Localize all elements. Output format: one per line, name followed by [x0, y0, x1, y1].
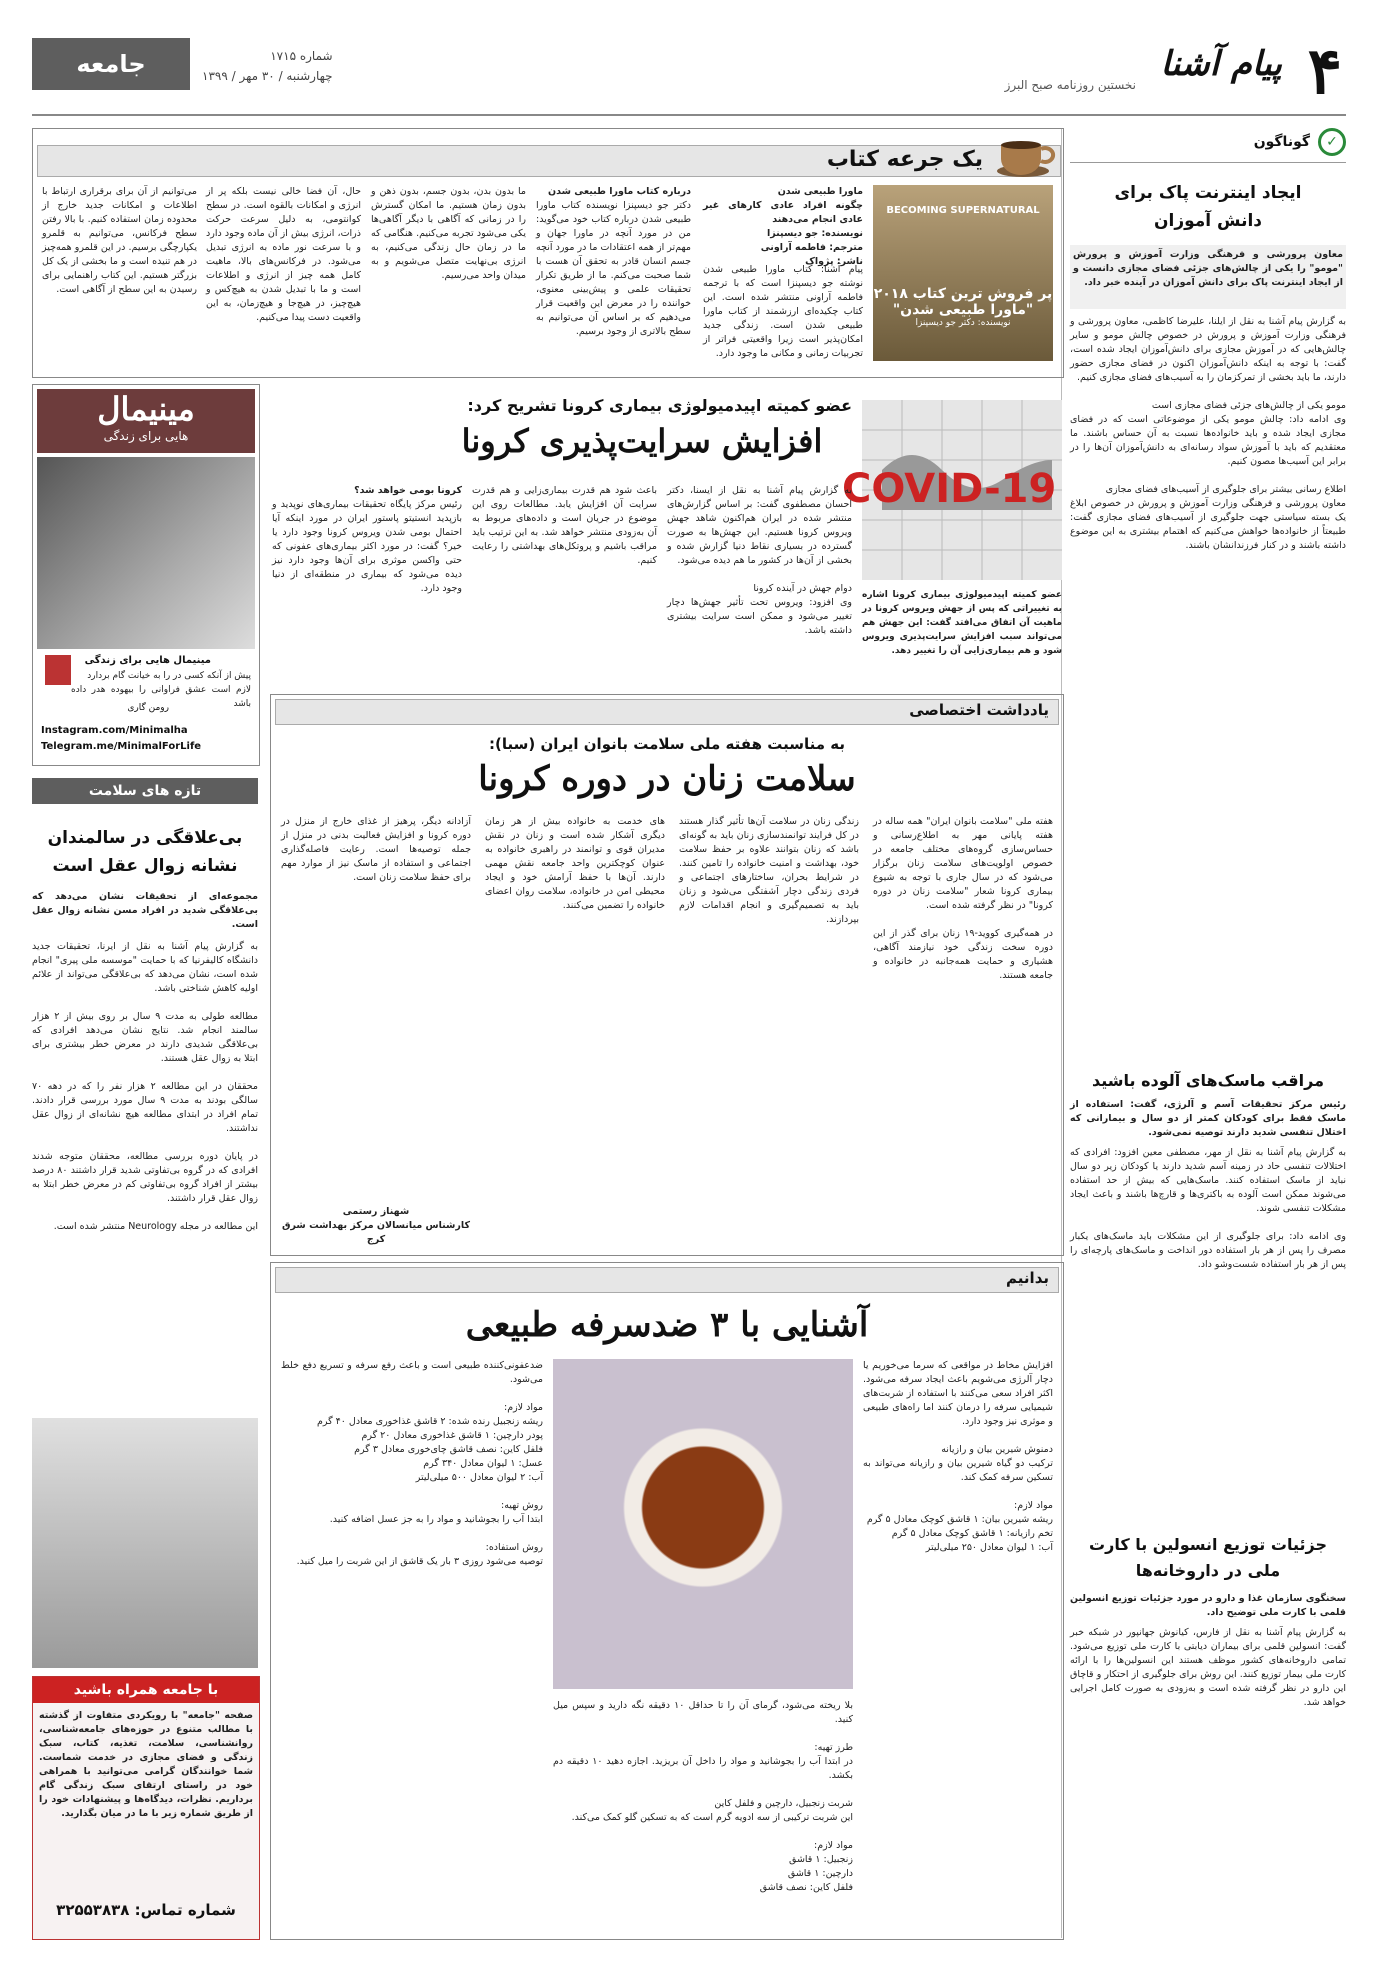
- book-cover-subtitle: "ماورا طبیعی شدن": [892, 302, 1034, 318]
- elderly-photo: [32, 1418, 258, 1668]
- corona-col3: [268, 484, 462, 666]
- minimal-author: رومن گاری: [127, 703, 169, 713]
- book-banner-title: یک جرعه کتاب: [826, 147, 983, 172]
- health-body: به گزارش پیام آشنا به نقل از ایرنا، تحقیقات جدید دانشگاه کالیفرنیا که با حمایت "موسسه ملی پیری" انجام شده است، نشان می‌دهد که بی‌علاقگی می‌تواند از علائم اولیه کاهش شناختی باشد. مطالعه طولی به مدت ۹ سال بر روی بیش از ۲ هزار سالمند انجام شد. نتایج نشان می‌دهد افرادی که بی‌علاقگی شدیدی دارند در معرض خطر بیشتری برای ابتلا به زوال عقل هستند. محققان در این مطالعه ۲ هزار نفر را که در دهه ۷۰ سالگی بودند به مدت ۹ سال مورد بررسی قرار دادند. تمام افراد در ابتدای مطالعه هیچ نشانه‌ای از زوال عقل نداشتند. در پایان دوره بررسی مطالعه، محققان متوجه شدند افرادی که در گروه بی‌تفاوتی شدید قرار داشتند ۸۰ درصد بیشتر از افراد گروه بی‌تفاوتی کم در معرض خطر ابتلا به زوال عقل قرار داشتند. این مطالعه در مجله Neurology منتشر شده است.: [32, 941, 259, 1232]
- health-banner: تازه های سلامت: [32, 778, 258, 804]
- minimal-logo-top: مینیمال: [97, 390, 195, 428]
- header-divider: [32, 114, 1346, 116]
- issue-date: چهارشنبه / ۳۰ مهر / ۱۳۹۹: [202, 69, 333, 83]
- sidebar-label: [1070, 128, 1346, 163]
- book-cover-caption: پر فروش ترین کتاب ۲۰۱۸: [873, 286, 1053, 302]
- tea-text-column: بلا ریخته می‌شود، گرمای آن را تا حداقل ۱۰ دقیقه نگه دارید و سپس میل کنید. طرز تهیه: در ابتدا آب را بجوشانید و مواد را داخل آن بریزید. اجازه دهید ۱۰ دقیقه دم بکشد. شربت زنجبیل، دارچین و فلفل کاین این شربت ترکیبی از سه ادویه گرم است که به تسکین گلو کمک می‌کند. مواد لازم: زنجبیل: ۱ قاشق دارچین: ۱ قاشق فلفل کاین: نصف قاشق: [553, 1700, 853, 1893]
- book-col2-title: درباره کتاب ماورا طبیعی شدن: [548, 186, 691, 197]
- check-icon: ✓: [1318, 128, 1346, 156]
- masthead: [32, 30, 1346, 120]
- sidebar-article-lead: سخنگوی سازمان غذا و دارو در مورد جزئیات توزیع انسولین قلمی با کارت ملی توضیح داد.: [1066, 1593, 1346, 1618]
- book-cover-author: نویسنده: دکتر جو دیسپنزا: [915, 318, 1011, 328]
- book-section: [32, 128, 1064, 378]
- minimal-logo-bottom: هایی برای زندگی: [103, 429, 189, 443]
- sidebar-article-title: مراقب ماسک‌های آلوده باشید: [1092, 1071, 1324, 1090]
- women-health-note: [270, 694, 1064, 1256]
- note-banner-title: یادداشت اختصاصی: [909, 701, 1049, 719]
- sidebar-article-body: به گزارش پیام آشنا به نقل از مهر، مصطفی معین افزود: افرادی که اختلالات تنفسی حاد در زمینه آسم شدید دارند یا کودکان زیر دو سال نباید از ماسک استفاده کنند. ماسک‌هایی که بیش از حد استفاده می‌شوند ممکن است آلوده به باکتری‌ها و قارچ‌ها باشند و باعث ایجاد مشکلات تنفسی شوند. وی ادامه داد: برای جلوگیری از این مشکلات باید ماسک‌های یکبار مصرف را پس از هر بار استفاده دور انداخت و ماسک‌های پارچه‌ای را پس از هر بار استفاده شست‌وشو داد.: [1070, 1147, 1347, 1270]
- note-signature: شهناز رستمی کارشناس میانسالان مرکز بهداشت شرق کرج: [282, 1206, 470, 1245]
- minimal-quote-title: مینیمال هایی برای زندگی: [84, 655, 211, 666]
- section-label: جامعه: [32, 38, 190, 90]
- health-title: بی‌علاقگی در سالمندان نشانه زوال عقل است: [47, 828, 243, 876]
- book-text-column: ما بدون بدن، بدون جسم، بدون ذهن و بدون زمان هستیم. ما امکان گسترش را در زمانی که آگاهی با دیگر آگاهی‌ها یکی می‌شود تجربه می‌کنیم. هنگامی که ما در زمان حال زندگی می‌کنیم، به انرژی بی‌نهایت متصل می‌شویم و به میدان واحد می‌رسیم.: [367, 186, 526, 281]
- tea-title: آشنایی با ۳ ضدسرفه طبیعی: [465, 1305, 869, 1345]
- corona-text-column: به گزارش پیام آشنا به نقل از ایسنا، دکتر احسان مصطفوی گفت: بر اساس گزارش‌های منتشر شده در ایران هم‌اکنون شاهد جهش ویروس کرونا هستیم. این جهش‌ها به صورت گسترده در بسیاری نقاط دنیا گزارش شده و بخشی از آن‌ها در کشور ما هم دیده می‌شود. دوام جهش در آینده کرونا وی افزود: ویروس تحت تأثیر جهش‌ها دچار تغییر می‌شود و ممکن است سرایت بیشتری داشته باشد.: [667, 485, 852, 636]
- health-lead: مجموعه‌ای از تحقیقات نشان می‌دهد که بی‌علاقگی شدید در افراد مسن نشانه زوال عقل است.: [28, 891, 258, 930]
- instagram-link[interactable]: Instagram.com/Minimalha: [41, 725, 188, 736]
- note-kicker: به مناسبت هفته ملی سلامت بانوان ایران (سبا):: [489, 735, 845, 753]
- corona-kicker: عضو کمیته اپیدمیولوژی بیماری کرونا تشریح کرد:: [467, 396, 852, 415]
- corona-article: [270, 384, 1062, 684]
- book-intro: ماورا طبیعی شدن چگونه افراد عادی کارهای غیر عادی انجام می‌دهند نویسنده: جو دیسپنزا مترجم: فاطمه آراونی ناشر: پژواک: [703, 186, 863, 267]
- sidebar-column: [1066, 128, 1347, 1876]
- corona-text-column: رئیس مرکز پایگاه تحقیقات بیماری‌های نوپدید و بازپدید انستیتو پاستور ایران در مورد اینکه آیا احتمال بومی شدن ویروس کرونا وجود دارد یا خیر؟ گفت: در مورد اکثر بیماری‌های عفونی که حتی واکسن موثری برای آن‌ها وجود دارد نیز دیده می‌شود که بیماری در منطقه‌ای از دنیا وجود دارد.: [268, 499, 462, 594]
- page-number: ۴: [1307, 34, 1342, 109]
- tea-banner: [275, 1267, 1059, 1293]
- note-text-column: زندگی زنان در سلامت آن‌ها تأثیر گذار هستند در کل فرایند توانمندسازی زنان باید به گونه‌ای باشد که زنان بتوانند علاوه بر حفظ سلامت خود، بهداشت و امنیت خانواده را تامین کنند. در شرایط بحران، ساختارهای اجتماعی و فردی زندگی دچار آشفتگی می‌شود و زنان باید به تصمیم‌گیری و انجام اقدامات لازم بپردازند.: [675, 816, 859, 925]
- note-text-column: آزادانه دیگر، پرهیز از غذای خارج از منزل در دوره کرونا و افزایش فعالیت بدنی در منزل از جمله توصیه‌ها است. رعایت فاصله‌گذاری اجتماعی و استفاده از ماسک نیز از موارد مهم برای حفظ سلامت زنان است.: [277, 816, 472, 883]
- minimal-logo: [37, 389, 255, 453]
- tea-text-column: ضدعفونی‌کننده طبیعی است و باعث رفع سرفه و تسریع دفع خلط می‌شود. مواد لازم: ریشه زنجبیل رنده شده: ۲ قاشق غذاخوری معادل ۴۰ گرم پودر دارچین: ۱ قاشق غذاخوری معادل ۲۰ گرم فلفل کاین: نصف قاشق چای‌خوری معادل ۳ گرم عسل: ۱ لیوان معادل ۳۴۰ گرم آب: ۲ لیوان معادل ۵۰۰ میلی‌لیتر روش تهیه: ابتدا آب را بجوشانید و مواد را به جز عسل اضافه کنید. روش استفاده: توصیه می‌شود روزی ۳ بار یک قاشق از این شربت را میل کنید.: [281, 1360, 543, 1567]
- corona-text-column: باعث شود هم قدرت بیماری‌زایی و هم قدرت سرایت آن افزایش یابد. مطالعات روی این موضوع در جریان است و داده‌های مربوط به آن به‌زودی منتشر خواهد شد. به این ترتیب باید مراقب باشیم و پروتکل‌های بهداشتی را رعایت کنیم.: [468, 485, 657, 566]
- promo-phone: شماره تماس: ۳۲۵۵۳۸۳۸: [56, 1901, 236, 1919]
- corona-col3-title: کرونا بومی خواهد شد؟: [354, 485, 462, 496]
- cough-remedies: [270, 1262, 1064, 1940]
- newspaper-logo: پیام آشنا: [1160, 44, 1282, 84]
- promo-box: [32, 1676, 260, 1940]
- tea-photo: [553, 1359, 853, 1689]
- sidebar-article-lead: رئیس مرکز تحقیقات آسم و آلرژی، گفت: استفاده از ماسک فقط برای کودکان کمتر از دو سال و بیمارانی که اختلال تنفسی شدید دارند توصیه نمی‌شود.: [1066, 1099, 1346, 1138]
- corona-title: افزایش سرایت‌پذیری کرونا: [461, 422, 823, 460]
- health-news: [28, 772, 259, 1412]
- covid-caption: عضو کمیته اپیدمیولوژی بیماری کرونا اشاره به تغییراتی که پس از جهش ویروس کرونا در ماهیت آن اتفاق می‌افتد گفت: این جهش هم می‌تواند سبب افزایش سرایت‌پذیری ویروس شود و هم بیماری‌زایی آن را تغییر دهد.: [858, 590, 1062, 656]
- note-title: سلامت زنان در دوره کرونا: [478, 759, 856, 799]
- tagline: نخستین روزنامه صبح البرز: [1004, 78, 1136, 92]
- book-text-column: پیام آشنا: کتاب ماورا طبیعی شدن نوشته جو دیسپنزا است که با ترجمه فاطمه آراونی منتشر شده است. این کتاب چکیده‌ای ارزشمند از کتاب ماورا طبیعی شدن است. زندگی جدید امکان‌پذیر است زیرا واقعیتی فراتر از تجربیات زمانی و مکانی ما وجود دارد.: [699, 264, 863, 359]
- book-text-column: حال، آن فضا خالی نیست بلکه پر از انرژی و امکانات بالقوه است. در سطح کوانتومی، به دلیل سرعت حرکت ذرات، انرژی بیش از آن ماده وجود دارد و با سرعت نور ماده به انرژی تبدیل می‌شود. در فرکانس‌های بالا، ماهیت کامل همه چیز از انرژی و اطلاعات است و ما با تبدیل شدن به هیچ‌کس و هیچ‌چیز، در هیچ‌جا و هیچ‌زمان، به این واقعیت دست پیدا می‌کنیم.: [202, 186, 362, 323]
- issue-number: شماره ۱۷۱۵: [270, 49, 333, 63]
- book-text-column: می‌توانیم از آن برای برقراری ارتباط با اطلاعات و امکانات جدید خارج از محدوده زمان استفاده کنیم. با بالا رفتن سطح فرکانس، می‌توانیم به قلمرو یکپارچگی برسیم. در این قلمرو همه‌چیز در هم تنیده است و ما بخشی از یک کل بزرگتر هستیم. این کتاب راهنمایی برای رسیدن به این سطح از آگاهی است.: [38, 186, 197, 295]
- portrait-photo: [37, 457, 255, 649]
- book-col2: [532, 185, 692, 365]
- minimal-ad: [32, 384, 260, 766]
- note-text-column: های خدمت به خانواده بیش از هر زمان دیگری آشکار شده است و زنان در نقش مدیران قوی و توانمند در راهبری خانواده به عنوان کوچکترین واحد جامعه نقش مهمی دارند. آن‌ها با حفظ آرامش خود و ایجاد محیطی امن در خانواده، سلامت روان اعضای خانواده را تضمین می‌کنند.: [481, 816, 665, 911]
- book-cover: [873, 185, 1053, 361]
- promo-body: صفحه "جامعه" با رویکردی متفاوت از گذشته با مطالب متنوع در حوزه‌های جامعه‌شناسی، روانشناسی، سلامت، تغذیه، کتاب، سبک زندگی و فضای مجازی در خدمت شماست. شما خوانندگان گرامی می‌توانید با همراهی خود در راستای ارتقای سبک زندگی گام برداریم. نظرات، دیدگاه‌ها و پیشنهادات خود را از طریق شماره زیر با ما در میان بگذارید.: [35, 1710, 254, 1819]
- covid-image: [842, 400, 1062, 580]
- tea-banner-title: بدانیم: [1006, 1269, 1049, 1287]
- sidebar-label-text: گوناگون: [1253, 134, 1310, 150]
- teacup-icon: [995, 131, 1053, 181]
- book-text-column: دکتر جو دیسپنزا نویسنده کتاب ماورا طبیعی شدن درباره کتاب خود می‌گوید: من در مورد آنچه در ماورا جهان و مهم‌تر از همه اعتقادات ما در مورد آنچه جسم انسان قادر به تحقق آن هست با شما صحبت می‌کنم. ما از طریق تکرار تحقیقات علمی و پیش‌بینی معنوی، خواننده را در معرض این واقعیت قرار می‌دهیم که بر اساس آن می‌توانیم به سطح بالاتری از وجود برسیم.: [532, 200, 692, 337]
- tea-text-column: افزایش مخاط در مواقعی که سرما می‌خوریم یا دچار آلرژی می‌شویم باعث ایجاد سرفه می‌شود. اکثر افراد سعی می‌کنند با استفاده از شربت‌های شیمیایی سرفه را درمان کنند اما راه‌های طبیعی و موثری نیز وجود دارد. دمنوش شیرین بیان و رازیانه ترکیب دو گیاه شیرین بیان و رازیانه می‌تواند به تسکین سرفه کمک کند. مواد لازم: ریشه شیرین بیان: ۱ قاشق کوچک معادل ۵ گرم تخم رازیانه: ۱ قاشق کوچک معادل ۵ گرم آب: ۱ لیوان معادل ۲۵۰ میلی‌لیتر: [863, 1360, 1053, 1553]
- promo-title: با جامعه همراه باشید: [33, 1677, 259, 1703]
- note-text-column: هفته ملی "سلامت بانوان ایران" همه ساله در هفته پایانی مهر به اطلاع‌رسانی و حساس‌سازی گروه‌های مختلف جامعه در خصوص اولویت‌های سلامت زنان برگزار می‌شود که در سال جاری با توجه به شیوع بیماری کرونا شعار "سلامت زنان در دوره کرونا" در نظر گرفته شده است. در همه‌گیری کووید-۱۹ زنان برای گذر از این دوره سخت زندگی خود نیازمند آگاهی، هشیاری و حمایت همه‌جانبه در خانواده و جامعه هستند.: [873, 816, 1053, 981]
- sidebar-article-body: به گزارش پیام آشنا به نقل از فارس، کیانوش جهانپور در شبکه خبر گفت: انسولین قلمی برای بیماران دیابتی با کارت ملی توزیع می‌شود. تمامی داروخانه‌های کشور موظف هستند این انسولین‌ها را با ارائه کارت ملی بیمار توزیع کنند. این روش برای جلوگیری از احتکار و قاچاق این دارو در نظر گرفته شده است و به‌زودی به صورت کامل اجرایی خواهد شد.: [1066, 1627, 1347, 1708]
- sidebar-article-title: ایجاد اینترنت پاک برای دانش آموزان: [1114, 183, 1302, 231]
- sidebar-article-body: به گزارش پیام آشنا به نقل از ایلنا، علیرضا کاظمی، معاون پرورشی و فرهنگی وزارت آموزش و پرورش در خصوص چالش مومو و سایر چالش‌هایی که در آموزش مجازی برای دانش‌آموزان ایجاد شده است، گفت: با توجه به اینکه دانش‌آموزان اکنون در فضای مجازی حضور دارند، ما باید بخشی از تمرکزمان را به آسیب‌های فضای مجازی کنیم. مومو یکی از چالش‌های جزئی فضای مجازی است وی ادامه داد: چالش مومو یکی از موضوعاتی است که در فضای مجازی ایجاد شده و باید خانواده‌ها نسبت به آن حساس باشند. ما معتقدیم که باید با آموزش سواد رسانه‌ای به دانش‌آموزان آن‌ها را در برابر این آسیب‌ها مصون کنیم. اطلاع رسانی بیشتر برای جلوگیری از آسیب‌های فضای مجازی معاون پرورشی و فرهنگی وزارت آموزش و پرورش در خصوص ابلاغ یک بسته سیاستی جهت جلوگیری از آسیب‌های فضای مجازی گفت: طبیعتاً از خانواده‌ها خواهش می‌کنیم که اهتمام بیشتری به این موضوع داشته باشند و در کنار فرزندانشان باشند.: [1070, 316, 1346, 551]
- sidebar-article-lead: معاون پرورشی و فرهنگی وزارت آموزش و پرورش "مومو" را یکی از چالش‌های جزئی فضای مجازی دانست و از ایجاد اینترنت پاک برای دانش آموزان در آینده خبر داد.: [1070, 245, 1346, 309]
- telegram-link[interactable]: Telegram.me/MinimalForLife: [41, 741, 202, 752]
- book-cover-title: BECOMING SUPERNATURAL: [886, 205, 1040, 216]
- minimal-quote: پیش از آنکه کسی در را به خیانت گام بردارد لازم است عشق فراوانی را بیهوده هدر داده باشد: [71, 671, 251, 709]
- sidebar-article-title: جزئیات توزیع انسولین با کارت ملی در داروخانه‌ها: [1089, 1535, 1327, 1580]
- book-icon: [45, 655, 71, 685]
- issue-info: [202, 46, 333, 86]
- covid-label: COVID-19: [842, 466, 1057, 512]
